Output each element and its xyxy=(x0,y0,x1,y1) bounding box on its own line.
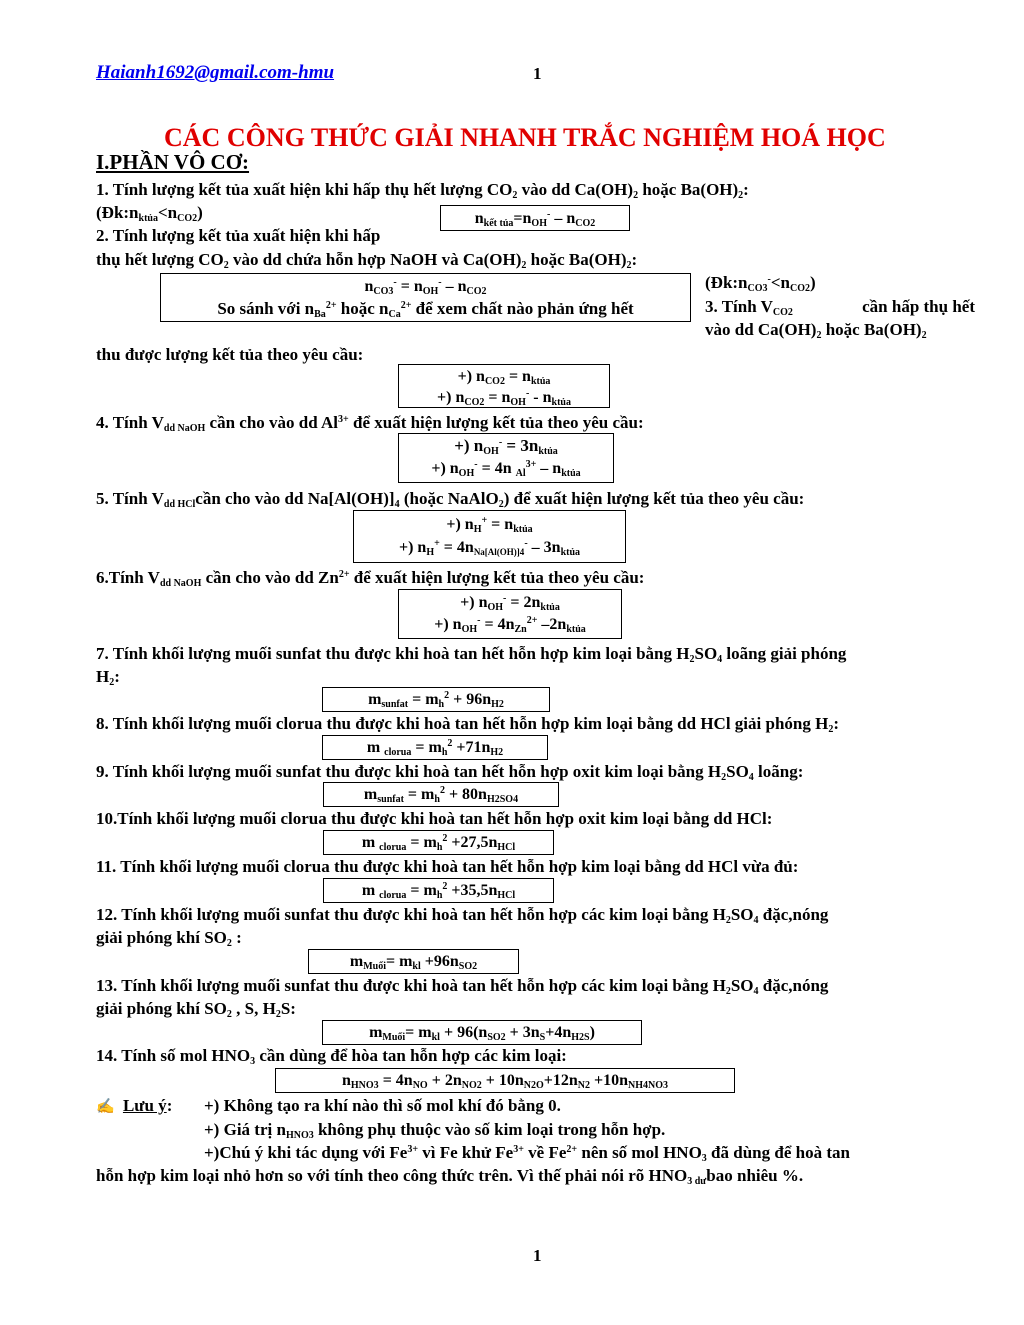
item-7-heading-line1: 7. Tính khối lượng muối sunfat thu được khi hoà tan hết hỗn hợp kim loại bằng $H_2SO_4$ loãng giải phóng xyxy=(96,644,847,665)
item-4-formula-line2: +) $n_{OH}^- = 4n$ $_{Al}^{3+} - n_{ktủa}$ xyxy=(431,459,581,479)
item-1-condition: $(Đk:n_{ktủa}<n_{CO2})$ xyxy=(96,203,203,224)
item-6-formula-box xyxy=(398,589,622,639)
item-6-formula-line1: +) $n_{OH}^- = 2n_{ktủa}$ xyxy=(460,593,560,613)
item-12-heading-line2: giải phóng khí $SO_2$ : xyxy=(96,928,242,949)
item-11-formula-box: m $_{clorua} = m_h^2 +35,5n_{HCl}$ xyxy=(323,878,554,903)
item-2-formula-line1: $n_{CO3}^- = n_{OH}^- - n_{CO2}$ xyxy=(364,277,487,297)
item-7-formula-box: $m_{sunfat} = m_h^2 + 96n_{H2}$ xyxy=(322,687,550,712)
item-10-formula-box: m $_{clorua} = m_h^2 +27,5n_{HCl}$ xyxy=(323,830,554,855)
header-page-number: 1 xyxy=(533,64,542,83)
item-13-formula-box: $m_{Muối}= m_{kl} + 96(n_{SO2} + 3n_S+4n_{H2S})$ xyxy=(322,1020,642,1045)
item-2-formula-line2: So sánh với $n_{Ba}^{2+}$ hoặc $n_{Ca}^{2+}$ để xem chất nào phản ứng hết xyxy=(217,299,634,320)
author-email-link[interactable]: Haianh1692@gmail.com-hmu xyxy=(96,62,335,83)
item-14-heading: 14. Tính số mol $HNO_3$ cần dùng để hòa tan hỗn hợp các kim loại: xyxy=(96,1046,567,1067)
item-5-formula-line1: +) $n_H^+ = n_{ktủa}$ xyxy=(446,515,533,535)
item-5-heading: 5. Tính $V_{dd HCl}cần$ cho vào dd $Na[Al(OH)]_4$ (hoặc NaAlO$_2$) để xuất hiện lượng kết tủa theo yêu cầu: xyxy=(96,489,805,510)
item-12-formula-box: $m_{Muối}= m_{kl} +96n_{SO2}$ xyxy=(308,949,519,974)
note-line-1: +) Không tạo ra khí nào thì số mol khí đó bằng 0. xyxy=(204,1096,561,1115)
note-label: ✍ Lưu ý: xyxy=(96,1096,173,1115)
item-2-heading-line1: 2. Tính lượng kết tủa xuất hiện khi hấp xyxy=(96,226,381,245)
item-4-formula-box xyxy=(398,433,614,483)
item-14-formula-box: $n_{HNO3} = 4n_{NO} + 2n_{NO2} + 10n_{N2O}+12n_{N2} +10n_{NH4NO3}$ xyxy=(275,1068,735,1093)
item-3-heading-line2: vào dd $Ca(OH)_2$ hoặc $Ba(OH)_2$ xyxy=(705,320,927,341)
item-7-heading-line2: $H_2$: xyxy=(96,667,120,688)
item-10-heading: 10.Tính khối lượng muối clorua thu được khi hoà tan hết hỗn hợp oxit kim loại bằng dd HCl: xyxy=(96,809,773,828)
note-line-4: hỗn hợp kim loại nhỏ hơn so với tính theo công thức trên. Vì thế phải nói rõ $HNO_{3 dư}bao$ nhiêu %. xyxy=(96,1166,804,1187)
document-title: CÁC CÔNG THỨC GIẢI NHANH TRẮC NGHIỆM HOÁ HỌC xyxy=(164,123,886,152)
item-2-condition: $(Đk:n_{CO3}^-<n_{CO2})$ xyxy=(705,273,816,294)
note-line-2: +) Giá trị $n_{HNO3}$ không phụ thuộc vào số kim loại trong hỗn hợp. xyxy=(204,1120,666,1141)
item-6-heading: 6.Tính $V_{dd NaOH}$ cần cho vào dd $Zn^{2+}$ để xuất hiện lượng kết tủa theo yêu cầu: xyxy=(96,568,645,589)
item-6-formula-line2: +) $n_{OH}^- = 4n_{Zn}^{2+}$ $-2n_{ktủa}$ xyxy=(434,615,586,635)
item-4-heading: 4. Tính $V_{dd NaOH}$ cần cho vào dd $Al^{3+}$ để xuất hiện lượng kết tủa theo yêu cầu: xyxy=(96,413,644,434)
item-5-formula-line2: +) $n_H^+ = 4n_{Na[Al(OH)]4}^- - 3n_{ktủa}$ xyxy=(398,538,581,558)
footer-page-number: 1 xyxy=(533,1246,542,1265)
item-13-heading-line2: giải phóng khí $SO_2$ , S, $H_2S$: xyxy=(96,999,296,1020)
item-4-formula-line1: +) $n_{OH}^- = 3n_{ktủa}$ xyxy=(454,436,558,457)
note-line-3: +)Chú ý khi tác dụng với $Fe^{3+}$ vì Fe khử $Fe^{3+}$ về $Fe^{2+}$ nên số mol $HNO_3$ đã dùng để hoà tan xyxy=(204,1143,850,1164)
item-12-heading-line1: 12. Tính khối lượng muối sunfat thu được khi hoà tan hết hỗn hợp các kim loại bằng $H_2SO_4$ đặc,nóng xyxy=(96,905,829,926)
item-8-formula-box: m $_{clorua} = m_h^2 +71n_{H2}$ xyxy=(322,735,548,760)
item-1-heading: 1. Tính lượng kết tủa xuất hiện khi hấp thụ hết lượng $CO_2$ vào dd $Ca(OH)_2$ hoặc $Ba(OH)_2$: xyxy=(96,180,749,201)
item-11-heading: 11. Tính khối lượng muối clorua thu được khi hoà tan hết hỗn hợp kim loại bằng dd HCl vừa đủ: xyxy=(96,857,799,876)
pencil-icon: ✍ xyxy=(96,1099,115,1115)
item-9-heading: 9. Tính khối lượng muối sunfat thu được khi hoà tan hết hỗn hợp oxit kim loại bằng $H_2SO_4$ loãng: xyxy=(96,762,804,783)
item-3-formula-line2: +) $n_{CO2} = n_{OH}^- - n_{ktủa}$ xyxy=(437,388,571,408)
item-5-formula-box xyxy=(353,510,626,563)
item-2-formula-box xyxy=(160,273,691,322)
item-9-formula-box: $m_{sunfat} = m_h^2 + 80n_{H2SO4}$ xyxy=(323,782,559,807)
item-3-heading-line3: thu được lượng kết tủa theo yêu cầu: xyxy=(96,345,364,364)
item-3-heading-line1: 3. Tính $V_{CO2}$ cần hấp thụ hết xyxy=(705,297,975,318)
section-heading: I.PHẦN VÔ CƠ: xyxy=(96,150,250,174)
item-3-formula-box xyxy=(398,364,610,408)
item-1-formula-box: $n_{kết tủa}=n_{OH}^- - n_{CO2}$ xyxy=(440,205,630,231)
item-2-heading-line2: thụ hết lượng $CO_2$ vào dd chứa hỗn hợp NaOH và $Ca(OH)_2$ hoặc $Ba(OH)_2$: xyxy=(96,250,638,271)
item-3-formula-line1: +) $n_{CO2} = n_{ktủa}$ xyxy=(457,368,551,387)
item-13-heading-line1: 13. Tính khối lượng muối sunfat thu được khi hoà tan hết hỗn hợp các kim loại bằng $H_2SO_4$ đặc,nóng xyxy=(96,976,829,997)
item-8-heading: 8. Tính khối lượng muối clorua thu được khi hoà tan hết hỗn hợp kim loại bằng dd HCl giải phóng $H_2$: xyxy=(96,714,840,735)
